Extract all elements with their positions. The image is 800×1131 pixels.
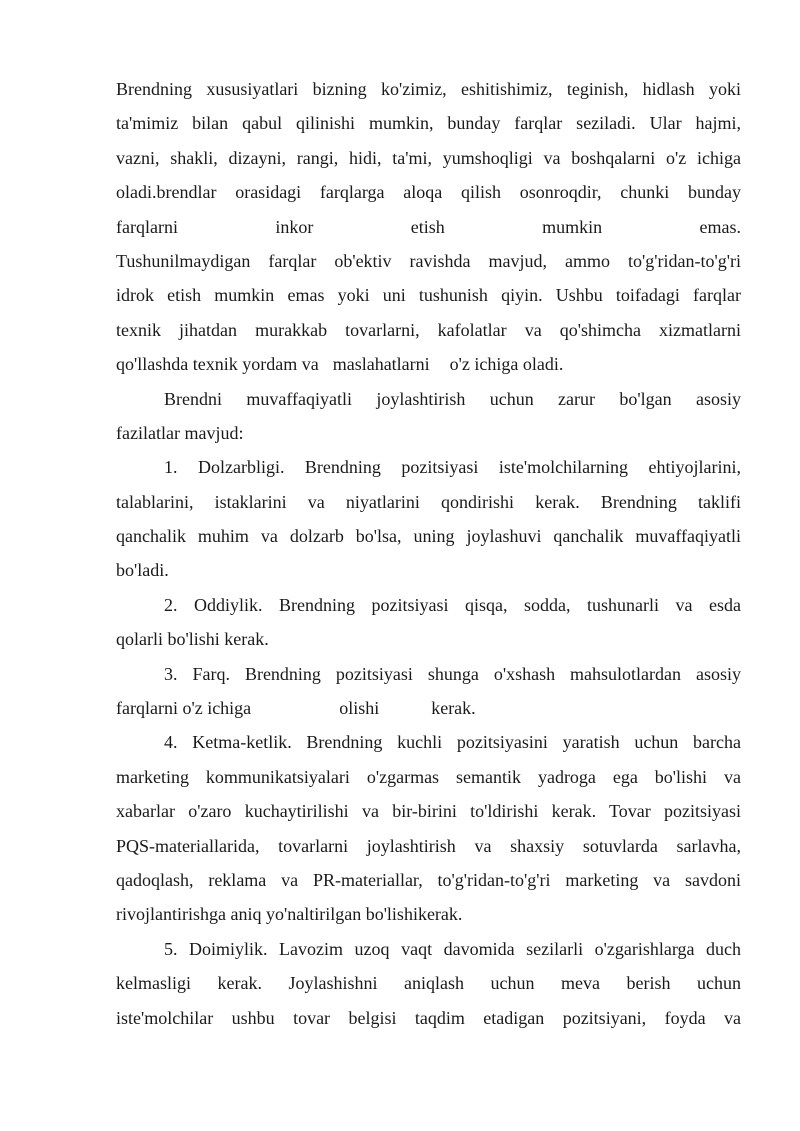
- text-line: Brendning xususiyatlari bizning ko'zimiz, eshitishimiz, teginish, hidlash yoki: [116, 79, 741, 99]
- text-line: [116, 347, 741, 381]
- text-line: ta'mimiz bilan qabul qilinishi mumkin, bunday farqlar seziladi. Ular hajmi,: [116, 113, 741, 134]
- text-line: xabarlar o'zaro kuchaytirilishi va bir-birini to'ldirishi kerak. Tovar pozitsiyasi: [116, 801, 741, 822]
- text-line: qadoqlash, reklama va PR-materiallar, to'g'ridan-to'g'ri marketing va savdoni: [116, 869, 741, 890]
- text-line: PQS-materiallarida, tovarlarni joylashtirish va shaxsiy sotuvlarda sarlavha,: [116, 835, 741, 856]
- text-line: [116, 691, 741, 725]
- text-line: 2. Oddiylik. Brendning pozitsiyasi qisqa, sodda, tushunarli va esda: [164, 594, 741, 615]
- text-line: 4. Ketma-ketlik. Brendning kuchli pozitsiyasini yaratish uchun barcha: [164, 732, 741, 753]
- text-line: Tushunilmaydigan farqlar ob'ektiv ravishda mavjud, ammo to'g'ridan-to'g'ri: [116, 250, 741, 271]
- text-fragment: kerak.: [431, 698, 476, 719]
- text-fragment: farqlarni o'z ichiga: [116, 698, 252, 719]
- text-line: fazilatlar mavjud:: [116, 422, 244, 443]
- text-line: qanchalik muhim va dolzarb bo'lsa, uning joylashuvi qanchalik muvaffaqiyatli: [116, 526, 741, 547]
- document-page: [116, 72, 741, 1035]
- text-line: kelmasligi kerak. Joylashishni aniqlash uchun meva berish uchun: [116, 973, 741, 994]
- text-line: rivojlantirishga aniq yo'naltirilgan bo'lishikerak.: [116, 904, 463, 925]
- text-line: qolarli bo'lishi kerak.: [116, 629, 269, 650]
- text-line: marketing kommunikatsiyalari o'zgarmas semantik yadroga ega bo'lishi va: [116, 766, 741, 787]
- text-line: 1. Dolzarbligi. Brendning pozitsiyasi iste'molchilarning ehtiyojlarini,: [164, 457, 741, 478]
- text-line: 5. Doimiylik. Lavozim uzoq vaqt davomida sezilarli o'zgarishlarga duch: [164, 938, 741, 959]
- text-line: farqlarni inkor etish mumkin emas.: [116, 216, 741, 237]
- text-line: Brendni muvaffaqiyatli joylashtirish uchun zarur bo'lgan asosiy: [164, 388, 741, 409]
- text-line: vazni, shakli, dizayni, rangi, hidi, ta'mi, yumshoqligi va boshqalarni o'z ichiga: [116, 147, 741, 168]
- text-line: iste'molchilar ushbu tovar belgisi taqdim etadigan pozitsiyani, foyda va: [116, 1007, 741, 1028]
- text-line: oladi.brendlar orasidagi farqlarga aloqa qilish osonroqdir, chunki bunday: [116, 182, 741, 203]
- text-fragment: olishi: [339, 698, 380, 719]
- text-fragment: o'z ichiga oladi.: [449, 354, 564, 375]
- text-line: 3. Farq. Brendning pozitsiyasi shunga o'xshash mahsulotlardan asosiy: [164, 663, 741, 684]
- text-line: idrok etish mumkin emas yoki uni tushunish qiyin. Ushbu toifadagi farqlar: [116, 285, 741, 306]
- text-fragment: qo'llashda texnik yordam va: [116, 354, 319, 375]
- text-line: bo'ladi.: [116, 560, 169, 581]
- text-fragment: maslahatlarni: [332, 354, 430, 375]
- text-line: texnik jihatdan murakkab tovarlarni, kafolatlar va qo'shimcha xizmatlarni: [116, 319, 741, 340]
- text-line: talablarini, istaklarini va niyatlarini qondirishi kerak. Brendning taklifi: [116, 491, 741, 512]
